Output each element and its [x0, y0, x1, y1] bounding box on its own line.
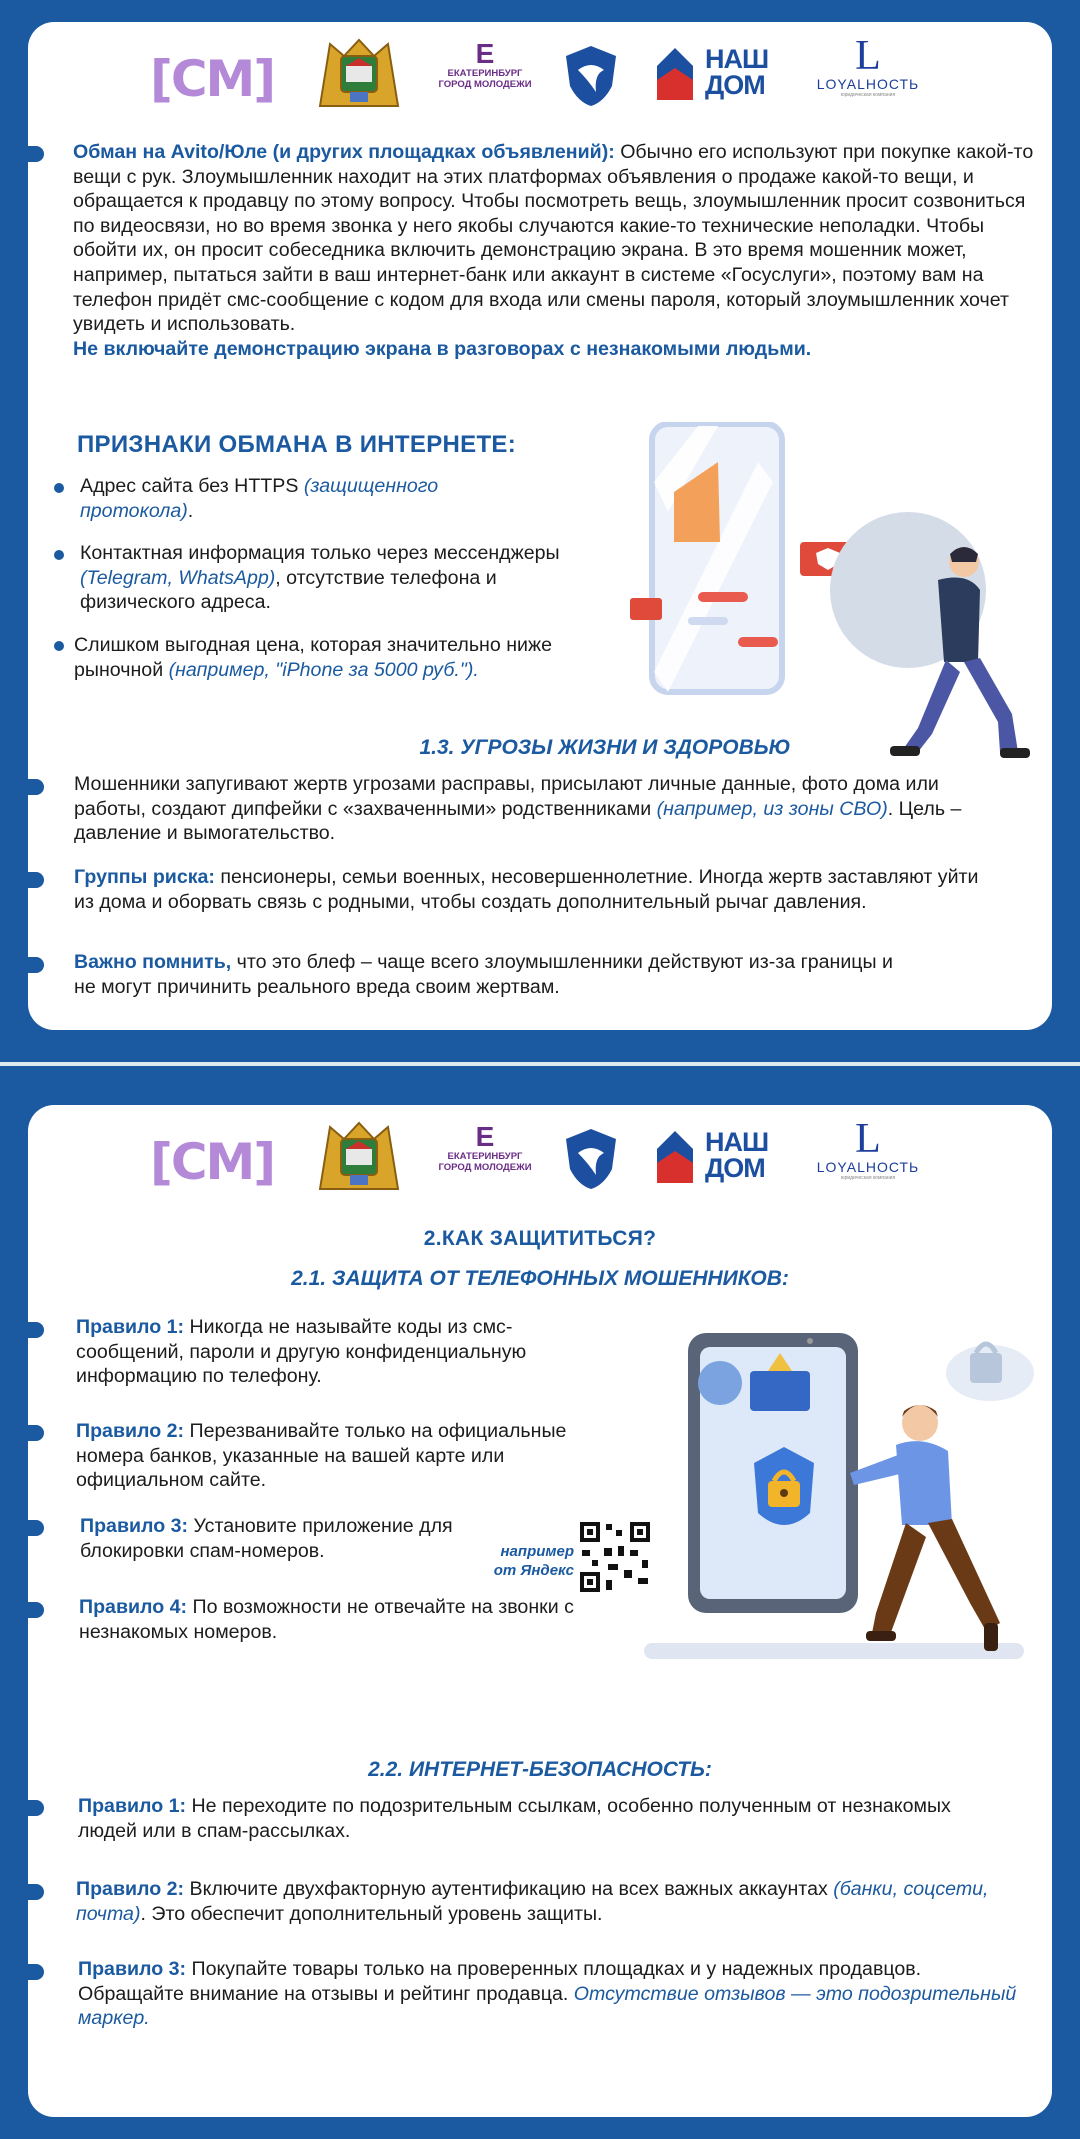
- info-card-2: [28, 1105, 1052, 2117]
- sign-2: Контактная информация только через мессенджеры (Telegram, WhatsApp), отсутствие телефона и физического адреса.: [80, 542, 560, 614]
- phone-scam-illustration: [628, 422, 1048, 777]
- internet-rule-1: Правило 1: Не переходите по подозрительным ссылкам, особенно полученным от незнакомых людей или в спам-рассылках.: [78, 1795, 951, 1842]
- bullet-dot: [54, 550, 64, 560]
- partner-logos-row: [СМ] Е ЕКАТЕРИНБУРГ ГОРОД МОЛОДЕЖИ НАШ ДОМ L LOYALНОСТЬ юридическая компания: [28, 22, 1052, 132]
- loyalnost-logo: L LOYALНОСТЬ юридическая компания: [816, 33, 920, 98]
- sign-3: Слишком выгодная цена, которая значительно ниже рыночной (например, "iPhone за 5000 руб.").: [74, 634, 552, 681]
- sm-logo: [СМ]: [150, 1133, 275, 1191]
- loyalnost-logo: L LOYALНОСТЬ юридическая компания: [816, 1116, 920, 1181]
- signs-heading: ПРИЗНАКИ ОБМАНА В ИНТЕРНЕТЕ:: [77, 431, 517, 458]
- section-marker: [28, 146, 44, 162]
- bullet-dot: [54, 483, 64, 493]
- ekaterinburg-logo: Е ЕКАТЕРИНБУРГ ГОРОД МОЛОДЕЖИ: [438, 1121, 532, 1173]
- internet-rule-2: Правило 2: Включите двухфакторную аутентификацию на всех важных аккаунтах (банки, соцсети, почта). Это обеспечит дополнительный уровень защиты.: [76, 1878, 989, 1925]
- internet-safety-heading: 2.2. ИНТЕРНЕТ-БЕЗОПАСНОСТЬ:: [368, 1758, 712, 1781]
- avito-paragraph: Обман на Avito/Юле (и других площадках объявлений): Обычно его используют при покупке какой-то вещи с рук. Злоумышленник находит на этих платформах объявления о продаже какой-то вещи, и обращается к продавцу по этому вопросу. Чтобы посмотреть вещь, злоумышленник просит созвониться по видеосвязи, но во время звонка у него якобы случаются какие-то технические неполадки. Чтобы обойти их, он просит собеседника включить демонстрацию экрана. В это время мошенник может, например, пытаться зайти в ваш интернет-банк или аккаунт в системе «Госуслуги», поэтому вам на телефон придёт смс-сообщение с кодом для входа или смены пароля, который злоумышленник хочет увидеть и использовать. Не включайте демонстрацию экрана в разговорах с незнакомыми людьми.: [73, 140, 1043, 361]
- ekaterinburg-logo: Е ЕКАТЕРИНБУРГ ГОРОД МОЛОДЕЖИ: [438, 38, 532, 90]
- phone-rule-1: Правило 1: Никогда не называйте коды из смс-сообщений, пароли и другую конфиденциальную информацию по телефону.: [76, 1316, 527, 1388]
- phone-rule-2: Правило 2: Перезванивайте только на официальные номера банков, указанные на вашей карте или официальном сайте.: [76, 1420, 567, 1492]
- phone-protection-heading: 2.1. ЗАЩИТА ОТ ТЕЛЕФОННЫХ МОШЕННИКОВ:: [291, 1267, 789, 1290]
- ekb-coat-of-arms-icon: [314, 36, 404, 117]
- info-card-1: [28, 22, 1052, 1030]
- section-marker: [28, 1964, 44, 1980]
- section-marker: [28, 1800, 44, 1816]
- section-marker: [28, 872, 44, 888]
- internet-rule-3: Правило 3: Покупайте товары только на проверенных площадках и у надежных продавцов. Обращайте внимание на отзывы и рейтинг продавца. Отсутствие отзывов — это подозрительный маркер.: [78, 1958, 1017, 2030]
- phone-rule-3: Правило 3: Установите приложение для блокировки спам-номеров.: [80, 1515, 453, 1562]
- sign-1: Адрес сайта без HTTPS (защищенного протокола).: [80, 475, 439, 522]
- section-marker: [28, 1884, 44, 1900]
- qr-note: например от Яндекс: [493, 1543, 574, 1579]
- section-marker: [28, 1602, 44, 1618]
- section-marker: [28, 1322, 44, 1338]
- section-marker: [28, 1520, 44, 1536]
- threats-heading: 1.3. УГРОЗЫ ЖИЗНИ И ЗДОРОВЬЮ: [419, 736, 791, 759]
- risk-groups-paragraph: Группы риска: пенсионеры, семьи военных, несовершеннолетние. Иногда жертв заставляют уйти из дома и оборвать связь с родными, чтобы создать дополнительный рычаг давления.: [74, 866, 979, 913]
- ekb-coat-of-arms-icon: [314, 1119, 404, 1200]
- shield-bird-icon: [564, 44, 618, 113]
- section-marker: [28, 779, 44, 795]
- section-marker: [28, 1425, 44, 1441]
- protect-heading: 2.КАК ЗАЩИТИТЬСЯ?: [423, 1227, 657, 1250]
- shield-bird-icon: [564, 1127, 618, 1196]
- partner-logos-row: [СМ] Е ЕКАТЕРИНБУРГ ГОРОД МОЛОДЕЖИ НАШ ДОМ L LOYALНОСТЬ юридическая компания: [28, 1105, 1052, 1215]
- threats-paragraph: Мошенники запугивают жертв угрозами расправы, присылают личные данные, фото дома или работы, создают дипфейки с «захваченными» родственниками (например, из зоны СВО). Цель – давление и вымогательство.: [74, 773, 962, 845]
- bullet-dot: [54, 641, 64, 651]
- section-marker: [28, 957, 44, 973]
- phone-lock-illustration: [640, 1313, 1052, 1678]
- section-divider: [0, 1062, 1080, 1066]
- phone-rule-4: Правило 4: По возможности не отвечайте на звонки с незнакомых номеров.: [79, 1596, 574, 1643]
- avito-warning: Не включайте демонстрацию экрана в разговорах с незнакомыми людьми.: [73, 337, 812, 360]
- remember-paragraph: Важно помнить, что это блеф – чаще всего злоумышленники действуют из-за границы и не могут причинить реального вреда своим жертвам.: [74, 951, 893, 998]
- sm-logo: [СМ]: [150, 50, 275, 108]
